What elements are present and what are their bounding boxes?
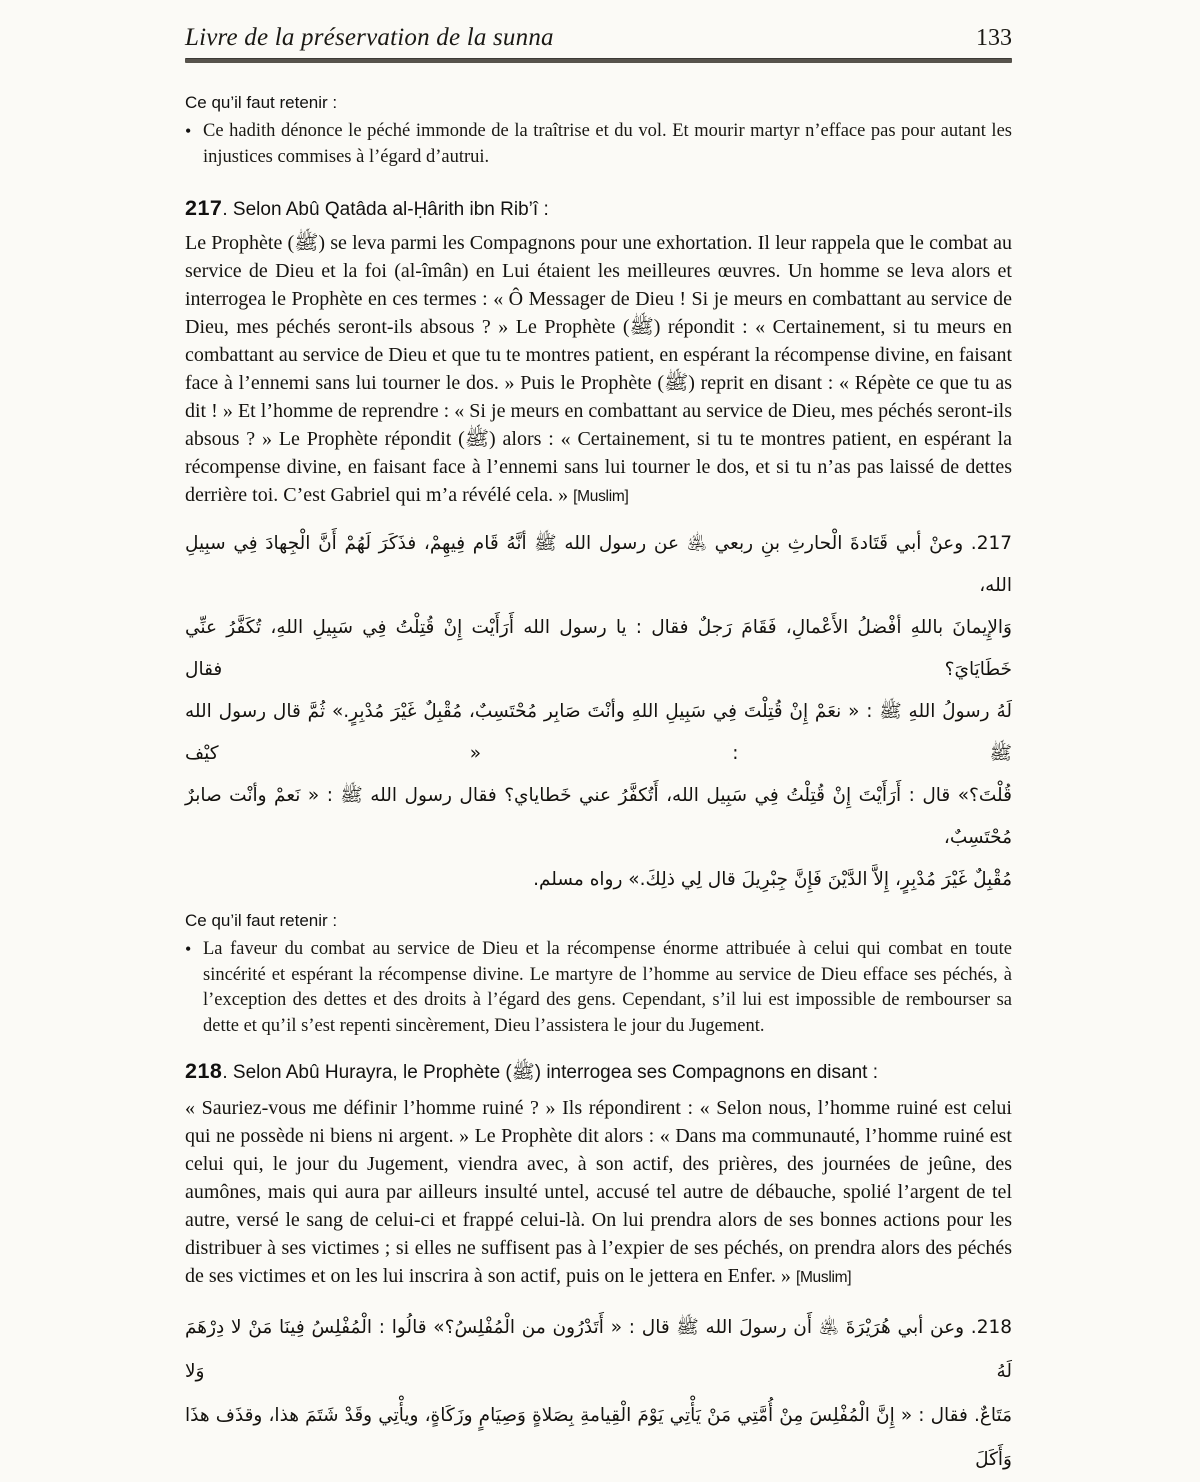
hadith-heading-text: . Selon Abû Qatâda al-Ḥârith ibn Rib’î : bbox=[222, 199, 549, 220]
arabic-line: مَتَاعٌ. فقال : « إِنَّ الْمُفْلِسَ مِنْ أُمَّتِي مَنْ يَأْتِي يَوْمَ الْقِيامةِ بِصَلاةٍ وَصِيَامٍ وزَكَاةٍ، ويأْتِي وقَدْ شَتَمَ هذا، وقذَف هذَا وَأَكَلَ bbox=[185, 1405, 1012, 1470]
source-tag: [Muslim] bbox=[795, 1269, 852, 1286]
retenir-bullet-text: La faveur du combat au service de Dieu et la récompense énorme attribuée à celui qui combat en toute sincérité et espérant la récompense divine. Le martyre de l’homme au service de Dieu efface ses péchés, à l’exception des dettes et des droits à l’égard des gens. Cependant, s’il lui est impossible de rembourser sa dette et qu’il s’est repenti sincèrement, Dieu l’assistera le jour du Jugement. bbox=[203, 939, 1012, 1036]
list-item bbox=[185, 937, 1012, 1039]
hadith-body-text: Le Prophète (ﷺ) se leva parmi les Compagnons pour une exhortation. Il leur rappela que le combat au service de Dieu et la foi (al-îmân) en Lui étaient les meilleures œuvres. Un homme se leva alors et interrogea le Prophète en ces termes : « Ô Messager de Dieu ! Si je meurs en combattant au service de Dieu, mes péchés seront-ils absous ? » Le Prophète (ﷺ) répondit : « Certainement, si tu meurs en combattant au service de Dieu et que tu te montres patient, en espérant la récompense divine, en faisant face à l’ennemi sans lui tourner le dos. » Puis le Prophète (ﷺ) reprit en disant : « Répète ce que tu as dit ! » Et l’homme de reprendre : « Si je meurs en combattant au service de Dieu, mes péchés seront-ils absous ? » Le Prophète répondit (ﷺ) alors : « Certainement, si tu te montres patient, en espérant la récompense divine, en faisant face à l’ennemi sans lui tourner le dos, et si tu n’as pas laissé de dettes derrière toi. C’est Gabriel qui m’a révélé cela. » bbox=[185, 232, 1012, 506]
header-rule bbox=[185, 58, 1012, 63]
bullet-icon: • bbox=[185, 121, 192, 141]
arabic-line: 217. وعنْ أبي قَتَادةَ الْحارثِ بنِ ربعي ﵁ عن رسول الله ﷺ أنَّهُ قَام فِيهِمْ، فذَكَرَ لَهُمْ أَنَّ الْجِهادَ فِي سبِيلِ الله، bbox=[185, 533, 1012, 596]
hadith-217-heading bbox=[185, 196, 1012, 221]
hadith-218-section bbox=[185, 1059, 1012, 1482]
arabic-line: قُلْتَ؟» قال : أَرَأَيْتَ إِنْ قُتِلْتُ فِي سَبِيل الله، أَتُكفَّرُ عني خَطاياي؟ فقال رسول الله ﷺ : « نَعمْ وأنْت صابرٌ مُحْتَسِبٌ، bbox=[185, 785, 1012, 848]
hadith-217-body bbox=[185, 229, 1012, 511]
retenir-section-217 bbox=[185, 911, 1012, 1039]
retenir-bullet-text: Ce hadith dénonce le péché immonde de la traîtrise et du vol. Et mourir martyr n’efface pas pour autant les injustices commises à l’égard d’autrui. bbox=[203, 121, 1012, 167]
hadith-218-body bbox=[185, 1094, 1012, 1292]
retenir-label: Ce qu’il faut retenir : bbox=[185, 911, 338, 930]
hadith-217-arabic bbox=[185, 523, 1012, 901]
arabic-line: وَالإِيمانَ باللهِ أفْضلُ الأَعْمالِ، فَقَامَ رَجلٌ فقال : يا رسول الله أَرَأَيْت إِنْ قُتِلْتُ فِي سَبِيلِ اللهِ، تُكَفَّرُ عنِّي خَطَايَايَ؟ فقال bbox=[185, 617, 1012, 680]
retenir-section-top bbox=[185, 93, 1012, 170]
book-page bbox=[185, 0, 1012, 1482]
running-head bbox=[185, 24, 1012, 52]
hadith-218-heading bbox=[185, 1059, 1012, 1088]
page-number: 133 bbox=[976, 25, 1012, 51]
retenir-label: Ce qu’il faut retenir : bbox=[185, 93, 338, 112]
hadith-217-section bbox=[185, 196, 1012, 901]
arabic-line: 218. وعن أبي هُرَيْرَةَ ﵁ أَن رسولَ الله ﷺ قال : « أَتَدْرُون من الْمُفْلِسُ؟» قالُوا : الْمُفْلِسُ فِينَا مَنْ لا دِرْهَمَ لَهُ وَلا bbox=[185, 1317, 1012, 1382]
arabic-line: مُقْبِلٌ غَيْرَ مُدْبِرٍ، إِلاَّ الدَّيْنَ فَإِنَّ جِبْرِيلَ قال لِي ذلِكَ.» رواه مسلم. bbox=[533, 869, 1012, 890]
hadith-heading-text: . Selon Abû Hurayra, le Prophète (ﷺ) interrogea ses Compagnons en disant : bbox=[222, 1062, 878, 1083]
hadith-218-arabic bbox=[185, 1306, 1012, 1482]
hadith-number: 218 bbox=[185, 1059, 223, 1083]
source-tag: [Muslim] bbox=[573, 488, 629, 505]
hadith-body-text: « Sauriez-vous me définir l’homme ruiné ? » Ils répondirent : « Selon nous, l’homme ruiné est celui qui ne possède ni biens ni argent. » Le Prophète dit alors : « Dans ma communauté, l’homme ruiné est celui qui, le jour du Jugement, viendra avec, à son actif, des prières, des journées de jeûne, des aumônes, mais qui aura par ailleurs insulté untel, accusé tel autre de débauche, spolié l’argent de tel autre, versé le sang de celui-ci et frappé celui-là. On lui prendra alors de ses bonnes actions pour les distribuer à ses victimes ; si elles ne suffisent pas à l’expier de ses péchés, on prendra alors des péchés de ses victimes et on les lui inscrira à son actif, puis on le jettera en Enfer. » bbox=[185, 1097, 1012, 1287]
hadith-number: 217 bbox=[185, 196, 223, 220]
book-title: Livre de la préservation de la sunna bbox=[185, 24, 554, 51]
bullet-icon: • bbox=[185, 939, 192, 959]
list-item bbox=[185, 119, 1012, 170]
arabic-line: لَهُ رسولُ اللهِ ﷺ : « نعَمْ إِنْ قُتِلْتَ فِي سَبِيلِ اللهِ وأنْتَ صَابِر مُحْتَسِبٌ، مُقْبِلٌ غَيْرَ مُدْبِرٍ.» ثُمَّ قال رسول الله ﷺ : « كيْف bbox=[185, 701, 1012, 764]
